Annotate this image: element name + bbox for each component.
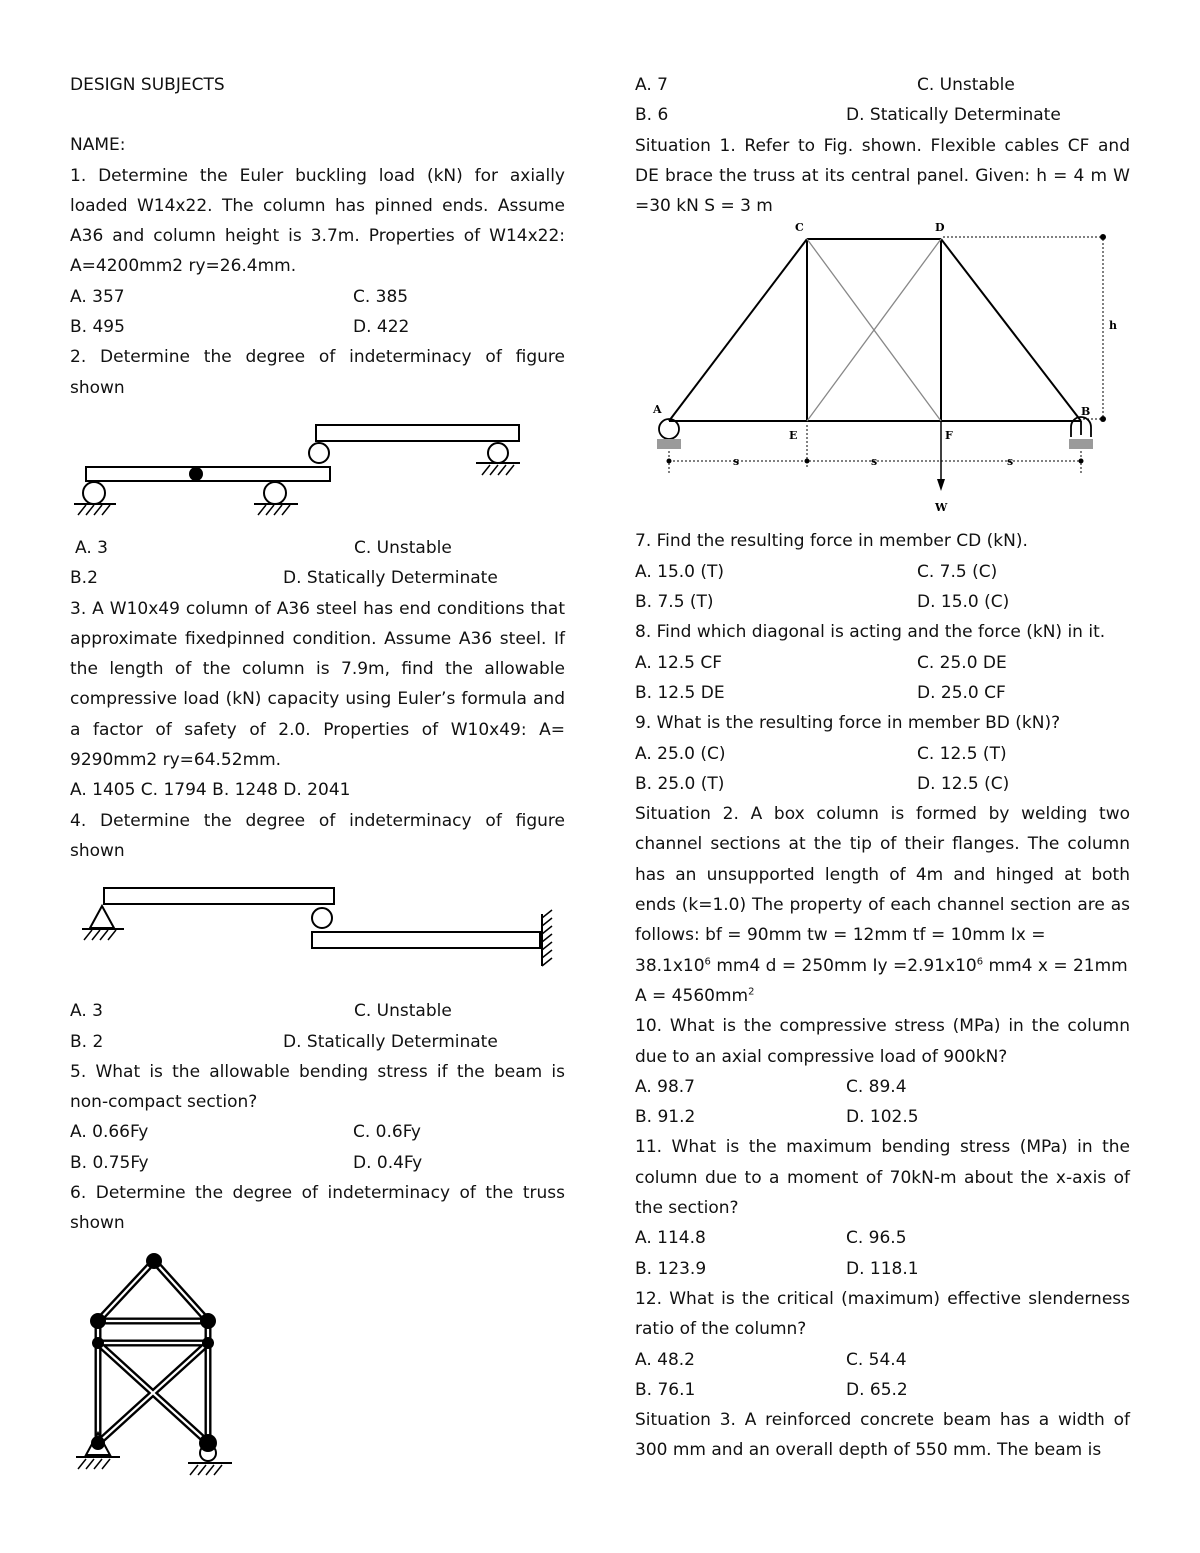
q6-choices-row-1: [635, 70, 1130, 100]
internal-hinge: [189, 467, 203, 481]
label-w: W: [935, 501, 948, 515]
roller-support: [309, 443, 329, 463]
lower-beam: [86, 467, 330, 481]
text-run: mm4 d = 250mm Iy =2.91x10: [710, 955, 977, 976]
q5-choice-a[interactable]: A. 0.66Fy: [70, 1122, 149, 1143]
q5-choice-b[interactable]: B. 0.75Fy: [70, 1152, 149, 1173]
left-beam: [104, 888, 334, 904]
question-4: 4. Determine the degree of indeterminacy of figure shown: [70, 810, 565, 861]
q4-choice-d[interactable]: D. Statically Determinate: [283, 1031, 498, 1052]
roller-support: [312, 908, 332, 928]
truss-figure-situation-1: [635, 221, 1130, 526]
superscript: 6: [976, 955, 984, 967]
q7-choice-d[interactable]: D. 15.0 (C): [917, 592, 1010, 613]
q11-choices-row-2: [635, 1254, 1130, 1284]
question-5: 5. What is the allowable bending stress if the beam is non-compact section?: [70, 1061, 565, 1113]
q4-choice-c[interactable]: C. Unstable: [354, 1001, 452, 1022]
q10-choice-b[interactable]: B. 91.2: [635, 1107, 696, 1128]
situation-2-properties-line: [635, 951, 1130, 981]
upper-beam: [316, 425, 519, 441]
label-b: B: [1081, 405, 1091, 419]
question-8: 8. Find which diagonal is acting and the force (kN) in it.: [635, 622, 1106, 643]
pin-support: [90, 906, 114, 928]
q1-choices-row-1: [70, 282, 565, 312]
ground-hatch: [657, 439, 681, 449]
name-label: NAME:: [70, 135, 126, 156]
q12-choice-b[interactable]: B. 76.1: [635, 1379, 696, 1400]
q10-choice-c[interactable]: C. 89.4: [846, 1076, 907, 1097]
q6-choice-d[interactable]: D. Statically Determinate: [846, 105, 1061, 126]
q7-choice-c[interactable]: C. 7.5 (C): [917, 561, 998, 582]
q9-choice-a[interactable]: A. 25.0 (C): [635, 743, 726, 764]
superscript: 6: [704, 955, 711, 967]
label-e: E: [789, 429, 798, 443]
q9-choices-row-1: [635, 739, 1130, 769]
q5-choices-row-1: [70, 1117, 565, 1147]
question-2: 2. Determine the degree of indeterminacy of figure shown: [70, 347, 565, 398]
superscript: 2: [748, 986, 755, 998]
text-run: 38.1x10: [635, 955, 705, 976]
question-10: 10. What is the compressive stress (MPa) in the column due to an axial compressive load of 900kN?: [635, 1016, 1130, 1067]
q11-choices-row-1: [635, 1223, 1130, 1253]
label-s-2: s: [871, 455, 878, 469]
q1-choice-b[interactable]: B. 495: [70, 317, 125, 338]
question-7: 7. Find the resulting force in member CD (kN).: [635, 531, 1028, 552]
q12-choices-row-2: [635, 1375, 1130, 1405]
left-column: [70, 70, 565, 1487]
q5-choice-c[interactable]: C. 0.6Fy: [353, 1122, 421, 1143]
q9-choices-row-2: [635, 769, 1130, 799]
q8-choices-row-2: [635, 678, 1130, 708]
q10-choices-row-2: [635, 1102, 1130, 1132]
q7-choice-b[interactable]: B. 7.5 (T): [635, 592, 714, 613]
q8-choice-d[interactable]: D. 25.0 CF: [917, 682, 1006, 703]
label-s-1: s: [733, 455, 740, 469]
label-f: F: [945, 429, 953, 443]
label-a: A: [653, 403, 662, 417]
text-run: A = 4560mm: [635, 985, 749, 1006]
beam-figure-q4: [70, 866, 565, 996]
situation-2-area-line: [635, 981, 1130, 1011]
roller-support: [488, 443, 508, 463]
q8-choice-b[interactable]: B. 12.5 DE: [635, 682, 725, 703]
q9-choice-d[interactable]: D. 12.5 (C): [917, 773, 1010, 794]
q2-choices-row-2: [70, 563, 565, 593]
text-run: mm4 x = 21mm: [983, 955, 1128, 976]
q8-choice-a[interactable]: A. 12.5 CF: [635, 652, 723, 673]
label-s-3: s: [1007, 455, 1014, 469]
q7-choice-a[interactable]: A. 15.0 (T): [635, 561, 725, 582]
q8-choices-row-1: [635, 648, 1130, 678]
q6-choice-c[interactable]: C. Unstable: [917, 75, 1015, 95]
ground-hatch: [1069, 439, 1093, 449]
label-h: h: [1109, 319, 1117, 333]
beam-figure-q2: [70, 403, 565, 533]
roller-support: [264, 482, 286, 504]
q4-choice-a[interactable]: A. 3: [70, 1001, 103, 1022]
q12-choice-a[interactable]: A. 48.2: [635, 1349, 695, 1370]
q2-choice-a[interactable]: A. 3: [75, 537, 108, 558]
truss-figure-q6: [70, 1247, 270, 1487]
q1-choices-row-2: [70, 312, 565, 342]
question-6: 6. Determine the degree of indeterminacy of the truss shown: [70, 1183, 565, 1234]
q7-choices-row-2: [635, 587, 1130, 617]
right-beam: [312, 932, 540, 948]
q3-choices[interactable]: A. 1405 C. 1794 B. 1248 D. 2041: [70, 780, 351, 801]
q2-choice-d[interactable]: D. Statically Determinate: [283, 568, 498, 589]
q8-choice-c[interactable]: C. 25.0 DE: [917, 652, 1007, 673]
q10-choice-d[interactable]: D. 102.5: [846, 1107, 919, 1128]
right-column: [635, 70, 1130, 1466]
question-12: 12. What is the critical (maximum) effective slenderness ratio of the column?: [635, 1288, 1130, 1340]
q12-choices-row-1: [635, 1345, 1130, 1375]
q6-choices-row-2: [635, 100, 1130, 130]
q6-choice-a[interactable]: A. 7: [635, 75, 668, 95]
q7-choices-row-1: [635, 557, 1130, 587]
q2-choice-c[interactable]: C. Unstable: [354, 537, 452, 558]
q11-choice-b[interactable]: B. 123.9: [635, 1258, 707, 1279]
page-header: DESIGN SUBJECTS: [70, 75, 225, 95]
roller-support: [83, 482, 105, 504]
q5-choices-row-2: [70, 1148, 565, 1178]
q11-choice-a[interactable]: A. 114.8: [635, 1228, 706, 1249]
q10-choice-a[interactable]: A. 98.7: [635, 1076, 695, 1097]
q9-choice-c[interactable]: C. 12.5 (T): [917, 743, 1007, 764]
q4-choices-row-1: [70, 996, 565, 1026]
q2-choices-row-1: [70, 533, 565, 563]
q1-choice-d[interactable]: D. 422: [353, 317, 410, 338]
question-11: 11. What is the maximum bending stress (MPa) in the column due to a moment of 70kN-m about the x-axis of the section?: [635, 1137, 1130, 1219]
q11-choice-d[interactable]: D. 118.1: [846, 1258, 919, 1279]
q6-choice-b[interactable]: B. 6: [635, 105, 669, 126]
question-1: 1. Determine the Euler buckling load (kN) for axially loaded W14x22. The column has pinned ends. Assume A36 and column height is 3.7m. Properties of W14x22: A=4200mm2 ry=26.4mm.: [70, 165, 565, 277]
q12-choice-d[interactable]: D. 65.2: [846, 1379, 908, 1400]
q5-choice-d[interactable]: D. 0.4Fy: [353, 1152, 423, 1173]
situation-3: Situation 3. A reinforced concrete beam has a width of 300 mm and an overall depth of 550 mm. The beam is: [635, 1410, 1130, 1461]
q11-choice-c[interactable]: C. 96.5: [846, 1228, 907, 1249]
label-c: C: [795, 221, 804, 235]
question-9: 9. What is the resulting force in member BD (kN)?: [635, 713, 1061, 734]
q4-choice-b[interactable]: B. 2: [70, 1031, 104, 1052]
question-3: 3. A W10x49 column of A36 steel has end conditions that approximate fixedpinned condition. Assume A36 steel. If the length of the column is 7.9m, find the allowable compressive load (kN) capacity using Euler’s formula and a factor of safety of 2.0. Properties of W10x49: A= 9290mm2 ry=64.52mm.: [70, 598, 565, 771]
q10-choices-row-1: [635, 1072, 1130, 1102]
q9-choice-b[interactable]: B. 25.0 (T): [635, 773, 725, 794]
q1-choice-a[interactable]: A. 357: [70, 286, 125, 307]
situation-2: Situation 2. A box column is formed by welding two channel sections at the tip of their flanges. The column has an unsupported length of 4m and hinged at both ends (k=1.0) The property of each channel section are as follows: bf = 90mm tw = 12mm tf = 10mm Ix =: [635, 804, 1130, 946]
q1-choice-c[interactable]: C. 385: [353, 286, 409, 307]
q12-choice-c[interactable]: C. 54.4: [846, 1349, 907, 1370]
situation-1: Situation 1. Refer to Fig. shown. Flexible cables CF and DE brace the truss at its central panel. Given: h = 4 m W =30 kN S = 3 m: [635, 135, 1130, 217]
q4-choices-row-2: [70, 1027, 565, 1057]
label-d: D: [935, 221, 945, 235]
q2-choice-b[interactable]: B.2: [70, 568, 98, 589]
